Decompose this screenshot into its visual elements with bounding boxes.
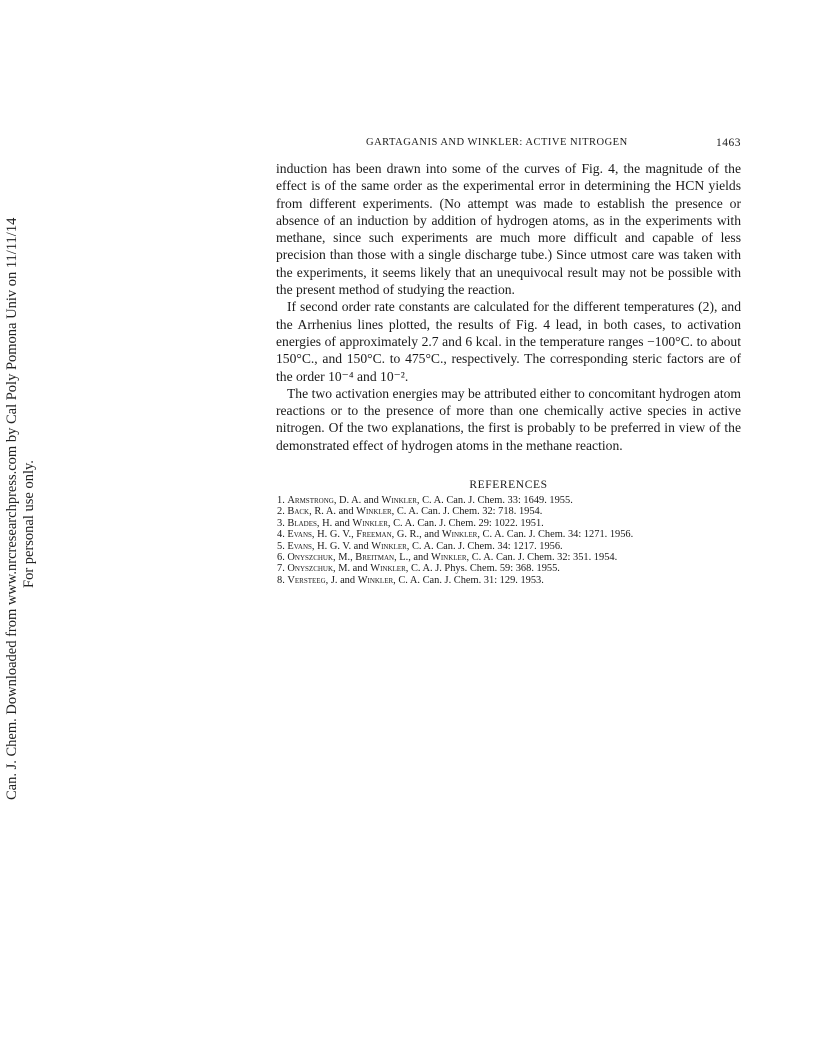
page-number: 1463: [716, 137, 741, 149]
paragraph-3: The two activation energies may be attributed either to concomitant hydrogen atom reactions or to the presence of more than one chemically active species in active nitrogen. Of the two explanations, the first is probably to be preferred in view of the demonstrated effect of hydrogen atoms in the methane reaction.: [276, 385, 741, 453]
references-heading: REFERENCES: [469, 479, 548, 491]
reference-item: 6. Onyszchuk, M., Breitman, L., and Winkler, C. A. Can. J. Chem. 32: 351. 1954.: [277, 552, 618, 564]
reference-item: 4. Evans, H. G. V., Freeman, G. R., and Winkler, C. A. Can. J. Chem. 34: 1271. 1956.: [277, 529, 634, 541]
reference-item: 1. Armstrong, D. A. and Winkler, C. A. Can. J. Chem. 33: 1649. 1955.: [277, 495, 573, 506]
watermark-line-source: Can. J. Chem. Downloaded from www.nrcresearchpress.com by Cal Poly Pomona Univ on 11/11/14: [4, 217, 20, 800]
download-watermark: [0, 0, 40, 1055]
paragraph-1: induction has been drawn into some of the curves of Fig. 4, the magnitude of the effect is of the same order as the experimental error in determining the HCN yields from different experiments. (No attempt was made to establish the presence or absence of an induction by addition of hydrogen atoms, as in the experiments with methane, since such experiments are much more difficult and capable of less precision than those with a single discharge tube.) Since utmost care was taken with the experiments, it seems likely that an unequivocal result may not be possible with the present method of studying the reaction.: [276, 161, 741, 298]
body-text: [276, 160, 741, 454]
running-head: [276, 137, 741, 153]
running-title: GARTAGANIS AND WINKLER: ACTIVE NITROGEN: [366, 137, 628, 148]
reference-item: 8. Versteeg, J. and Winkler, C. A. Can. J. Chem. 31: 129. 1953.: [277, 574, 544, 586]
reference-item: 3. Blades, H. and Winkler, C. A. Can. J. Chem. 29: 1022. 1951.: [277, 517, 544, 529]
reference-item: 7. Onyszchuk, M. and Winkler, C. A. J. Phys. Chem. 59: 368. 1955.: [277, 563, 560, 575]
reference-item: 2. Back, R. A. and Winkler, C. A. Can. J. Chem. 32: 718. 1954.: [277, 506, 543, 518]
paragraph-2: If second order rate constants are calculated for the different temperatures (2), and the Arrhenius lines plotted, the results of Fig. 4 lead, in both cases, to activation energies of approximately 2.7 and 6 kcal. in the temperature ranges −100°C. to about 150°C., and 150°C. to 475°C., respectively. The corresponding steric factors are of the order 10⁻⁴ and 10⁻².: [276, 299, 741, 384]
reference-item: 5. Evans, H. G. V. and Winkler, C. A. Can. J. Chem. 34: 1217. 1956.: [277, 540, 563, 552]
watermark-line-usage: For personal use only.: [21, 460, 37, 588]
reference-list: [277, 495, 757, 586]
